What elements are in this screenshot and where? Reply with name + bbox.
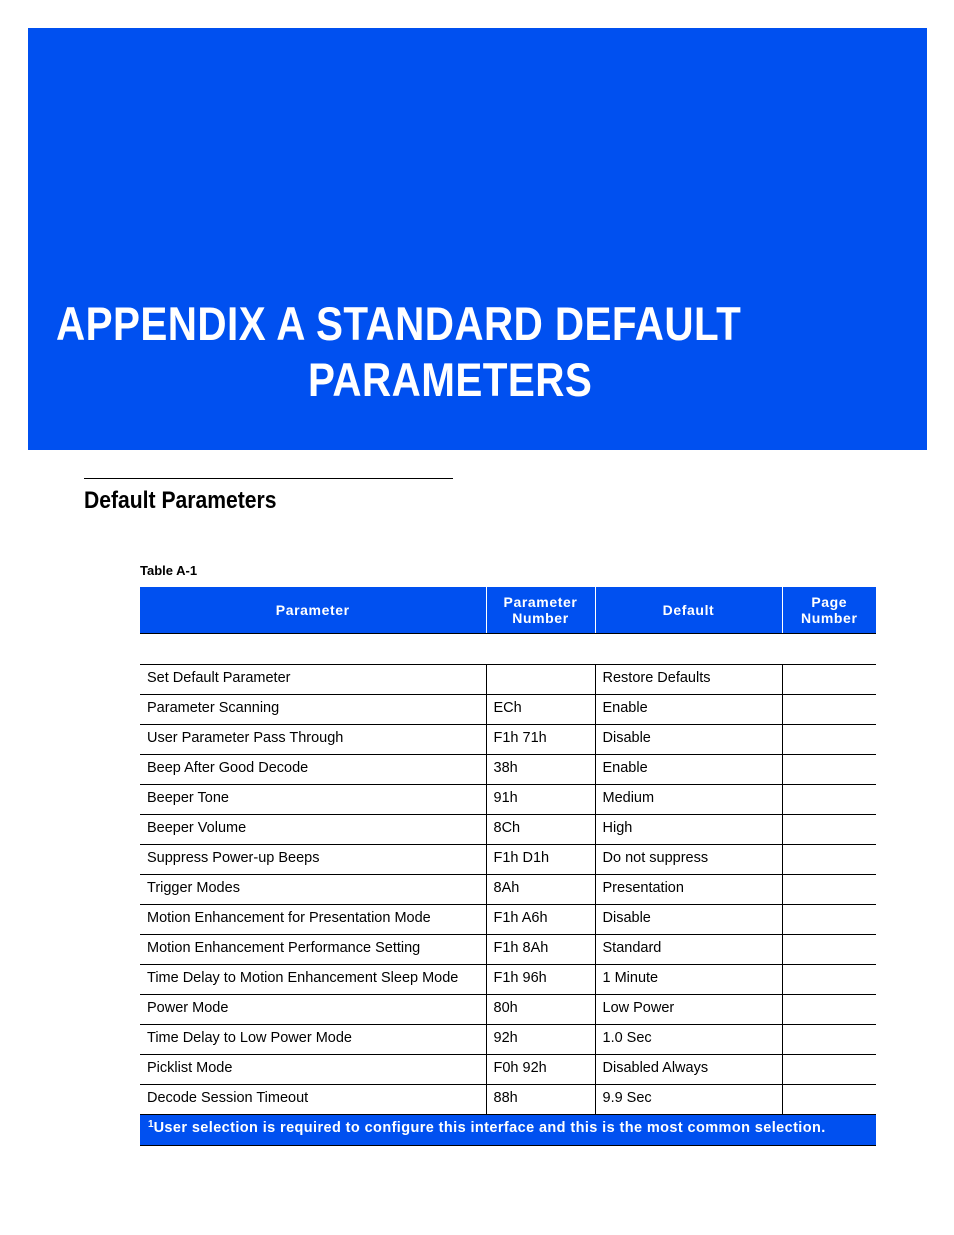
cell-page-number bbox=[782, 935, 876, 965]
cell-page-number bbox=[782, 965, 876, 995]
cell-parameter: Suppress Power-up Beeps bbox=[140, 845, 486, 875]
cell-parameter: Time Delay to Motion Enhancement Sleep Mode bbox=[140, 965, 486, 995]
cell-default: 1.0 Sec bbox=[595, 1025, 782, 1055]
section-title: Default Parameters bbox=[84, 487, 277, 514]
table-row bbox=[140, 785, 876, 815]
table-caption: Table A-1 bbox=[140, 563, 198, 578]
cell-parameter: Time Delay to Low Power Mode bbox=[140, 1025, 486, 1055]
table-row bbox=[140, 1085, 876, 1115]
cell-default: Medium bbox=[595, 785, 782, 815]
cell-page-number bbox=[782, 815, 876, 845]
cell-parameter-number bbox=[486, 665, 595, 695]
cell-default: Disable bbox=[595, 905, 782, 935]
cell-parameter: Set Default Parameter bbox=[140, 665, 486, 695]
cell-default: Enable bbox=[595, 695, 782, 725]
table-row bbox=[140, 665, 876, 695]
table-row bbox=[140, 965, 876, 995]
table-footnote bbox=[140, 1115, 876, 1146]
cell-parameter: Decode Session Timeout bbox=[140, 1085, 486, 1115]
header-default: Default bbox=[595, 587, 782, 634]
cell-parameter: Motion Enhancement Performance Setting bbox=[140, 935, 486, 965]
header-page-number: Page Number bbox=[782, 587, 876, 634]
cell-parameter-number: 88h bbox=[486, 1085, 595, 1115]
cell-page-number bbox=[782, 905, 876, 935]
header-parameter-number: Parameter Number bbox=[486, 587, 595, 634]
section-rule bbox=[84, 478, 453, 479]
cell-default: Standard bbox=[595, 935, 782, 965]
cell-default: Disabled Always bbox=[595, 1055, 782, 1085]
table-spacer-row bbox=[140, 634, 876, 665]
cell-default: Presentation bbox=[595, 875, 782, 905]
header-parameter: Parameter bbox=[140, 587, 486, 634]
cell-parameter-number: F1h D1h bbox=[486, 845, 595, 875]
cell-page-number bbox=[782, 995, 876, 1025]
cell-parameter-number: 92h bbox=[486, 1025, 595, 1055]
cell-parameter: Power Mode bbox=[140, 995, 486, 1025]
cell-parameter: Parameter Scanning bbox=[140, 695, 486, 725]
cell-parameter-number: 8Ch bbox=[486, 815, 595, 845]
table-row bbox=[140, 1025, 876, 1055]
cell-parameter-number: 38h bbox=[486, 755, 595, 785]
table-row bbox=[140, 995, 876, 1025]
cell-parameter-number: ECh bbox=[486, 695, 595, 725]
cell-parameter: Picklist Mode bbox=[140, 1055, 486, 1085]
footnote-marker: 1 bbox=[148, 1119, 154, 1130]
cell-default: Restore Defaults bbox=[595, 665, 782, 695]
cell-parameter: Beeper Tone bbox=[140, 785, 486, 815]
cell-default: 9.9 Sec bbox=[595, 1085, 782, 1115]
table-row bbox=[140, 905, 876, 935]
cell-default: Enable bbox=[595, 755, 782, 785]
cell-parameter: Beep After Good Decode bbox=[140, 755, 486, 785]
cell-parameter-number: F0h 92h bbox=[486, 1055, 595, 1085]
cell-page-number bbox=[782, 755, 876, 785]
cell-parameter-number: F1h A6h bbox=[486, 905, 595, 935]
table-row bbox=[140, 815, 876, 845]
appendix-title-line2: PARAMETERS bbox=[307, 353, 593, 406]
cell-parameter: User Parameter Pass Through bbox=[140, 725, 486, 755]
cell-parameter: Motion Enhancement for Presentation Mode bbox=[140, 905, 486, 935]
default-parameters-table bbox=[140, 587, 876, 1146]
cell-default: Low Power bbox=[595, 995, 782, 1025]
cell-parameter-number: 8Ah bbox=[486, 875, 595, 905]
cell-default: 1 Minute bbox=[595, 965, 782, 995]
cell-parameter: Trigger Modes bbox=[140, 875, 486, 905]
table-header-row bbox=[140, 587, 876, 634]
table-footnote-row bbox=[140, 1115, 876, 1146]
cell-parameter-number: 80h bbox=[486, 995, 595, 1025]
cell-page-number bbox=[782, 875, 876, 905]
cell-parameter-number: 91h bbox=[486, 785, 595, 815]
appendix-title-line1: APPENDIX A STANDARD DEFAULT bbox=[56, 297, 742, 350]
cell-page-number bbox=[782, 725, 876, 755]
cell-page-number bbox=[782, 845, 876, 875]
table-row bbox=[140, 755, 876, 785]
cell-page-number bbox=[782, 695, 876, 725]
cell-default: Disable bbox=[595, 725, 782, 755]
appendix-title bbox=[56, 296, 744, 408]
cell-page-number bbox=[782, 1025, 876, 1055]
table-row bbox=[140, 1055, 876, 1085]
footnote-text: User selection is required to configure this interface and this is the most common selection. bbox=[153, 1120, 826, 1136]
cell-default: Do not suppress bbox=[595, 845, 782, 875]
cell-page-number bbox=[782, 785, 876, 815]
cell-page-number bbox=[782, 1055, 876, 1085]
table-row bbox=[140, 935, 876, 965]
cell-page-number bbox=[782, 1085, 876, 1115]
cell-parameter-number: F1h 8Ah bbox=[486, 935, 595, 965]
table-row bbox=[140, 695, 876, 725]
cell-parameter-number: F1h 71h bbox=[486, 725, 595, 755]
cell-parameter: Beeper Volume bbox=[140, 815, 486, 845]
cell-page-number bbox=[782, 665, 876, 695]
cell-parameter-number: F1h 96h bbox=[486, 965, 595, 995]
table-row bbox=[140, 845, 876, 875]
table-row bbox=[140, 725, 876, 755]
cell-default: High bbox=[595, 815, 782, 845]
table-row bbox=[140, 875, 876, 905]
